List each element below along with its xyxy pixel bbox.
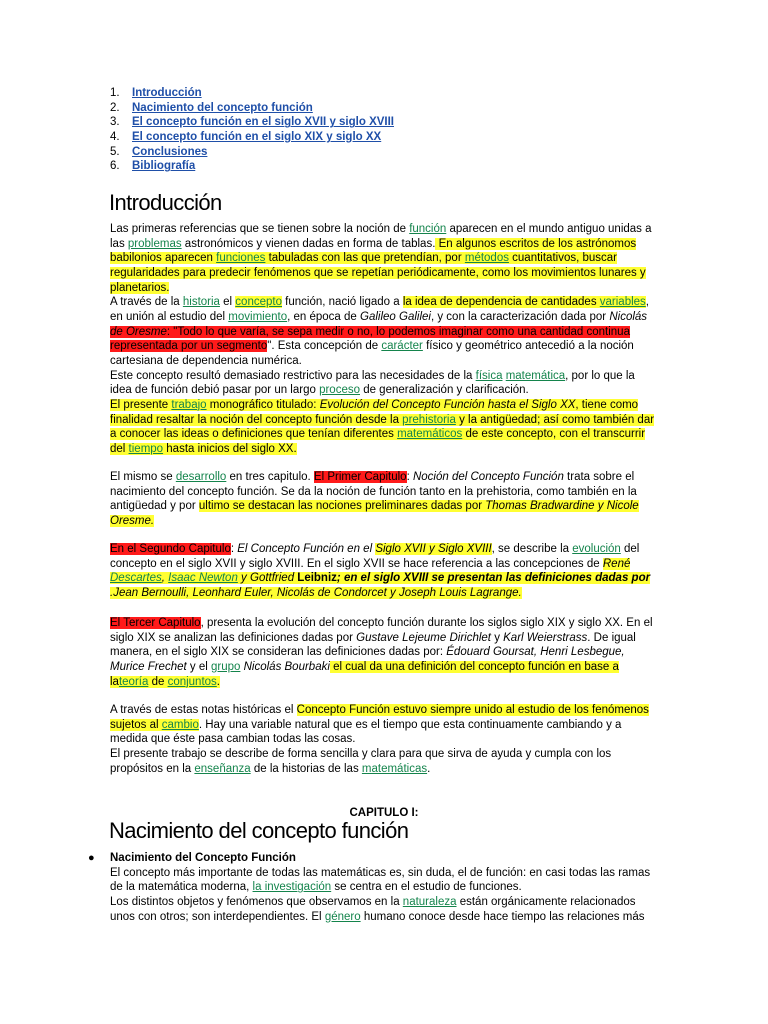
paragraph [110, 866, 655, 895]
toc-number: 6. [110, 160, 120, 173]
toc-link-bibliografia[interactable]: Bibliografía [132, 160, 196, 173]
bold-name: Leibniz [297, 572, 337, 585]
chapter-summary-1 [110, 470, 655, 529]
italic-name: Gustave Lejeume Dirichlet [356, 631, 491, 644]
italic-title: El Concepto Función en el [237, 543, 376, 555]
link-teoria[interactable]: teoría [118, 675, 149, 688]
text-run: , presenta la evolución del concepto función durante los siglos siglo XIX y siglo XX. En el siglo XIX se analizan las definiciones dadas por [110, 617, 653, 644]
link-variables[interactable]: variables [599, 296, 646, 309]
text-run: y el [186, 660, 211, 673]
text-run: En algunos escritos de los astrónomos babilonios aparecen [110, 237, 637, 265]
text-run: de la historias de las [250, 762, 362, 775]
bullet-icon: ● [88, 852, 95, 864]
red-highlight: El Primer Capitulo [313, 471, 407, 483]
toc-link-nacimiento[interactable]: Nacimiento del concepto función [132, 101, 313, 114]
link-caracter[interactable]: carácter [381, 340, 423, 353]
italic-name: Nicolás [609, 310, 648, 323]
paragraph [110, 895, 655, 924]
text-run: y [491, 631, 504, 644]
link-genero[interactable]: género [324, 910, 361, 923]
text-run: , tiene como finalidad resaltar la noción del concepto función desde la [110, 398, 639, 426]
section-heading-introduccion: Introducción [109, 190, 222, 215]
italic-name: .Jean Bernoulli, Leonhard Euler, Nicolás de Condorcet y Joseph Louis Lagrange. [110, 586, 522, 599]
text-run: de [148, 675, 168, 688]
intro-paragraph-2 [110, 295, 655, 368]
link-tiempo[interactable]: tiempo [128, 442, 164, 455]
intro-paragraph-1 [110, 222, 655, 295]
text-run: tabuladas con las que pretendían, por [265, 252, 465, 265]
text-run: . [427, 762, 431, 775]
highlighted-text [403, 296, 646, 308]
text-run: físico y geométrico antecedió a la noción cartesiana de dependencia numérica. [110, 340, 634, 367]
italic-name: Karl Weierstrass [503, 631, 588, 644]
text-run: el cual da una definición del concepto función en base a la [110, 660, 619, 688]
link-proceso[interactable]: proceso [319, 384, 360, 397]
link-desarrollo[interactable]: desarrollo [175, 471, 227, 483]
toc-item [110, 101, 394, 116]
bold-italic-text: ; en el siglo XVIII se presentan las definiciones dadas por [336, 572, 651, 585]
link-naturaleza[interactable]: naturaleza [402, 895, 457, 908]
text-run: . [216, 675, 220, 688]
text-run: , y con la caracterización dada por [430, 310, 610, 323]
link-isaac-newton[interactable]: Isaac Newton [168, 572, 238, 585]
text-run: El concepto más importante de todas las matemáticas es, sin duda, el de función: en casi todas las ramas de la matemática moderna, [110, 866, 651, 894]
italic-name: Galileo Galilei [360, 310, 431, 323]
text-run: , se describe la [491, 543, 573, 555]
italic-title: Evolución del Concepto Función hasta el Siglo XX [319, 398, 576, 411]
text-run: aparecen en el mundo antiguo unidas a las [110, 223, 652, 250]
text-run: del concepto en el siglo XVII y siglo XVIII. En el siglo XVII se hace referencia a las concepciones de [110, 543, 640, 570]
link-matematica[interactable]: matemática [505, 369, 566, 382]
text-run: de generalización y clarificación. [360, 384, 529, 397]
toc-number: 5. [110, 145, 120, 158]
toc-link-conclusiones[interactable]: Conclusiones [132, 145, 208, 158]
link-descartes[interactable]: Descartes [110, 572, 162, 585]
toc-link-introduccion[interactable]: Introducción [132, 87, 202, 99]
text-run: A través de la [110, 296, 183, 309]
toc-item [110, 115, 394, 130]
italic-name: René [602, 557, 631, 570]
link-prehistoria[interactable]: prehistoria [402, 413, 456, 426]
link-fisica[interactable]: física [475, 369, 503, 382]
text-run: hasta inicios del siglo XX. [163, 442, 297, 455]
text-run: ". Esta concepción de [267, 340, 382, 353]
text-run: Los distintos objetos y fenómenos que observamos en la [110, 895, 403, 908]
text-run: la idea de dependencia de cantidades [402, 296, 600, 309]
paragraph [110, 470, 655, 529]
italic-name: Thomas Bradwardine y Nicole Oresme. [110, 500, 639, 527]
link-movimiento[interactable]: movimiento [228, 310, 288, 323]
closing-text [110, 703, 655, 776]
italic-name: Édouard Goursat, Henri Lesbegue, Murice Frechet [110, 646, 625, 673]
toc-item [110, 159, 394, 174]
toc-number: 3. [110, 116, 120, 129]
chapter-summary-2 [110, 542, 655, 601]
text-run: El mismo se [110, 471, 176, 483]
red-highlight: En el Segundo Capitulo [110, 543, 231, 555]
text-run: monográfico titulado: [206, 398, 320, 411]
link-grupo[interactable]: grupo [210, 660, 241, 673]
italic-highlight: Siglo XVII y Siglo XVIII [375, 543, 492, 555]
chapter1-text [110, 851, 655, 924]
italic-title: Noción del Concepto Función [412, 471, 564, 483]
toc-item [110, 86, 394, 101]
link-ensenanza[interactable]: enseñanza [194, 762, 251, 775]
text-run: humano conoce desde hace tiempo las relaciones más [360, 910, 645, 923]
section-heading-nacimiento: Nacimiento del concepto función [109, 818, 409, 843]
link-funciones[interactable]: funciones [216, 252, 266, 265]
subtitle [110, 851, 655, 866]
text-run: trata sobre el nacimiento del concepto función. Se da la noción de función tanto en la prehistoria, como también en la antigüedad y por [110, 471, 637, 513]
chapter-label: CAPITULO I: [349, 807, 419, 819]
paragraph [110, 616, 655, 689]
paragraph [110, 747, 655, 776]
toc-number: 4. [110, 131, 120, 144]
toc-item [110, 145, 394, 160]
text-run: Este concepto resultó demasiado restrictivo para las necesidades de la [110, 369, 476, 382]
link-matematicos[interactable]: matemáticos [397, 428, 463, 441]
paragraph [110, 542, 655, 601]
text-run: El presente [110, 398, 172, 411]
link-matematicas[interactable]: matemáticas [361, 762, 428, 775]
text-run: y la antigüedad; así como también dar a conocer las ideas o definiciones que tenían diferentes [110, 413, 655, 441]
text-run: cuantitativos, buscar regularidades para predecir fenómenos que se repetían periódicamente, como los movimientos lunares y planetarios. [110, 252, 646, 294]
text-run: ultimo se destacan las nociones preliminares dadas por [198, 500, 486, 513]
link-historia[interactable]: historia [182, 296, 220, 309]
link-problemas[interactable]: problemas [127, 237, 182, 250]
text-run: el [219, 296, 236, 309]
text-run: se centra en el estudio de funciones. [331, 881, 522, 894]
text-run: , en unión al estudio del [110, 296, 649, 323]
text-run: : [406, 471, 413, 483]
text-run: en tres capitulo. [226, 471, 314, 483]
italic-name: Nicolás Bourbaki [243, 660, 330, 673]
text-run: : "Todo lo que varía, se sepa medir o no, lo podemos imaginar como una cantidad continua representada por un segmento [110, 325, 630, 353]
text-run: astronómicos y vienen dadas en forma de tablas. [181, 237, 436, 250]
text-run: función, nació ligado a [281, 296, 403, 309]
toc-number: 2. [110, 101, 120, 114]
italic-name: de Oresme [110, 325, 167, 338]
link-la-investigacion[interactable]: la investigación [252, 881, 332, 894]
table-of-contents [110, 86, 394, 174]
text-run: . Hay una variable natural que es el tiempo que esta continuamente cambiando y a medida que éste pasa cambian todas las cosas. [110, 718, 622, 746]
link-metodos[interactable]: métodos [464, 252, 509, 265]
intro-paragraph-4 [110, 398, 655, 457]
text-run: Las primeras referencias que se tienen sobre la noción de [110, 223, 410, 235]
text-run: A través de estas notas históricas el [110, 704, 297, 716]
bold-subtitle: Nacimiento del Concepto Función [110, 852, 296, 864]
toc-link-siglo-xix-xx[interactable]: El concepto función en el siglo XIX y siglo XX [132, 131, 382, 144]
italic-name: , [161, 572, 169, 585]
toc-item [110, 130, 394, 145]
link-concepto[interactable]: concepto [235, 296, 282, 309]
text-run: Concepto Función estuvo siempre unido al estudio de los fenómenos sujetos al [110, 704, 649, 731]
text-run: : [230, 543, 238, 555]
link-evolucion[interactable]: evolución [572, 543, 621, 555]
link-cambio[interactable]: cambio [161, 718, 199, 731]
link-funcion[interactable]: función [409, 223, 447, 235]
paragraph [110, 703, 655, 747]
highlighted-text [110, 399, 654, 455]
text-run: , en época de [287, 310, 361, 323]
link-trabajo[interactable]: trabajo [171, 398, 207, 411]
link-conjuntos[interactable]: conjuntos [167, 675, 217, 688]
text-run: de este concepto, con el transcurrir del [110, 428, 646, 455]
toc-number: 1. [110, 87, 120, 99]
text-run: . De igual manera, en el siglo XIX se consideran las definiciones dadas por: [110, 631, 636, 659]
toc-link-siglo-xvii-xviii[interactable]: El concepto función en el siglo XVII y siglo XVIII [132, 116, 394, 129]
text-run: El presente trabajo se describe de forma sencilla y clara para que sirva de ayuda y cumpla con los propósitos en la [110, 747, 612, 775]
intro-paragraph-3 [110, 369, 655, 398]
text-run: están orgánicamente relacionados unos con otros; son interdependientes. El [110, 895, 636, 923]
chapter-summary-3 [110, 616, 655, 689]
intro-text [110, 222, 655, 457]
text-run: , por lo que la idea de función debió pasar por un largo [110, 369, 635, 397]
red-highlight: El Tercer Capitulo [110, 617, 201, 629]
italic-name: y Gottfried [237, 572, 298, 585]
